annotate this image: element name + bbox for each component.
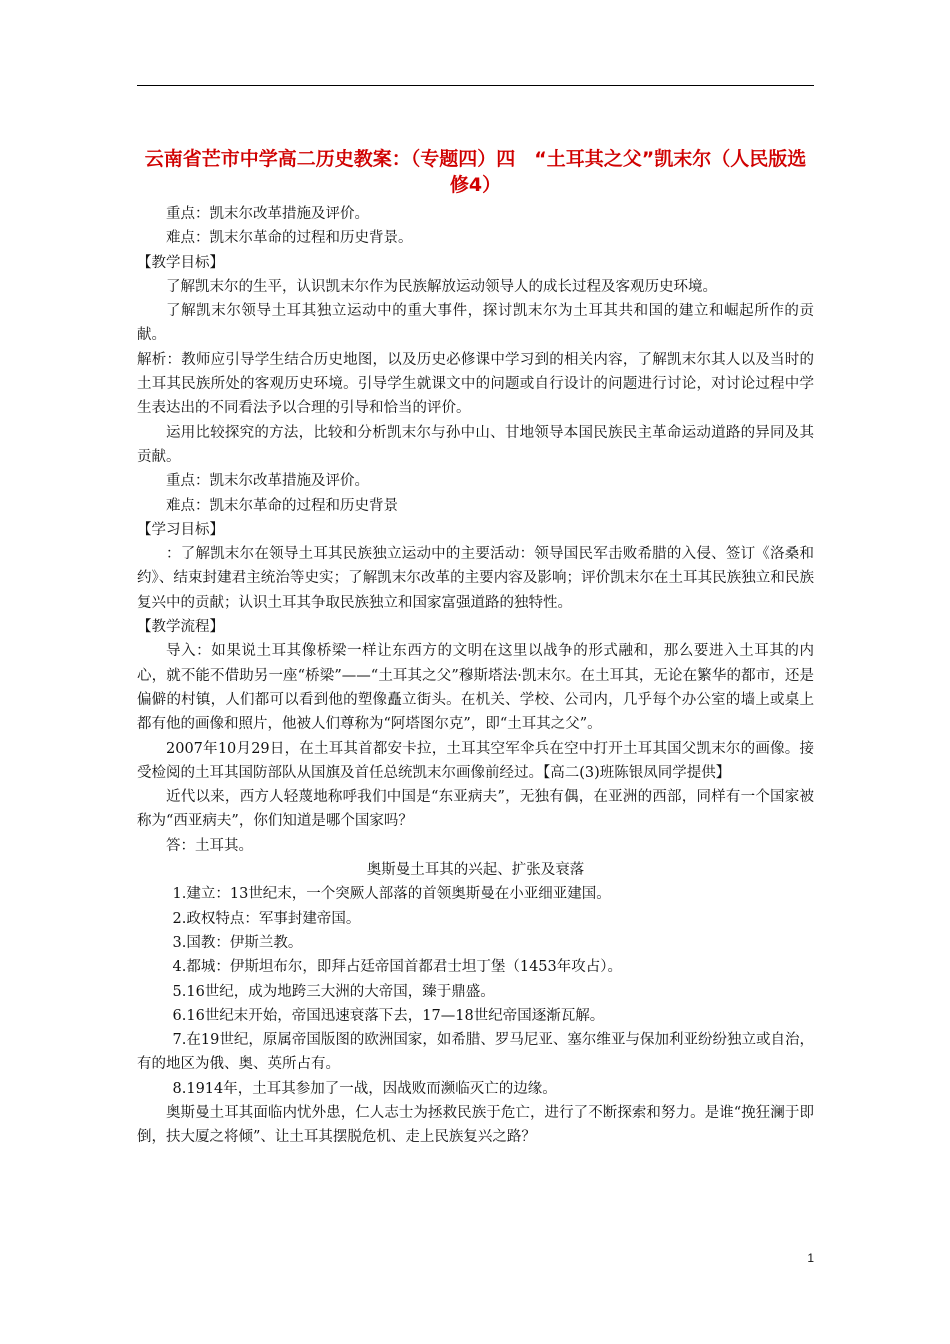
- goal-paragraph: 了解凯末尔领导土耳其独立运动中的重大事件，探讨凯末尔为土耳其共和国的建立和崛起所作的贡献。: [137, 303, 814, 344]
- answer-paragraph: 答：土耳其。: [166, 837, 253, 854]
- goal-paragraph: 了解凯末尔的生平，认识凯末尔作为民族解放运动领导人的成长过程及客观历史环境。: [166, 278, 717, 295]
- section-teaching-flow: 【教学流程】: [137, 619, 224, 636]
- list-item: 7.在19世纪，原属帝国版图的欧洲国家，如希腊、罗马尼亚、塞尔维亚与保加利亚纷纷独立或自治，有的地区为俄、奥、英所占有。: [137, 1032, 815, 1073]
- key-point: 重点：凯末尔改革措施及评价。: [166, 473, 369, 490]
- list-item: 4.都城：伊斯坦布尔，即拜占廷帝国首都君士坦丁堡（1453年攻占）。: [172, 959, 622, 976]
- document-title: 云南省芒市中学高二历史教案：（专题四）四 “土耳其之父”凯末尔（人民版选修4）: [144, 148, 807, 196]
- closing-paragraph: 奥斯曼土耳其面临内忧外患，仁人志士为拯救民族于危亡，进行了不断探索和努力。是谁“挽狂澜于即倒，扶大厦之将倾”、让土耳其摆脱危机、走上民族复兴之路？: [137, 1104, 814, 1146]
- header-rule: [137, 85, 814, 86]
- goal-paragraph: 运用比较探究的方法，比较和分析凯末尔与孙中山、甘地领导本国民族民主革命运动道路的异同及其贡献。: [137, 424, 814, 465]
- list-item: 3.国教：伊斯兰教。: [172, 934, 303, 951]
- list-item: 6.16世纪末开始，帝国迅速衰落下去，17—18世纪帝国逐渐瓦解。: [172, 1007, 605, 1024]
- difficulty: 难点：凯末尔革命的过程和历史背景。: [166, 230, 413, 247]
- list-item: 5.16世纪，成为地跨三大洲的大帝国，臻于鼎盛。: [172, 983, 495, 1000]
- question-paragraph: 近代以来，西方人轻蔑地称呼我们中国是“东亚病夫”，无独有偶，在亚洲的西部，同样有一个国家被称为“西亚病夫”，你们知道是哪个国家吗？: [137, 789, 814, 830]
- subheading: 奥斯曼土耳其的兴起、扩张及衰落: [366, 862, 585, 879]
- key-point: 重点：凯末尔改革措施及评价。: [166, 206, 369, 222]
- document-body: [137, 146, 814, 1150]
- intro-paragraph: 导入：如果说土耳其像桥梁一样让东西方的文明在这里以战争的形式融和，那么要进入土耳其的内心，就不能不借助另一座“桥梁”——“土耳其之父”穆斯塔法·凯末尔。在土耳其，无论在繁华的都市，还是偏僻的村镇，人们都可以看到他的塑像矗立街头。在机关、学校、公司内，几乎每个办公室的墙上或桌上都有他的画像和照片，他被人们尊称为“阿塔图尔克”，即“土耳其之父”。: [137, 643, 814, 733]
- section-learning-goals: 【学习目标】: [137, 521, 224, 538]
- list-item: 1.建立：13世纪末，一个突厥人部落的首领奥斯曼在小亚细亚建国。: [172, 886, 611, 903]
- page-number: 1: [807, 1251, 814, 1265]
- list-item: 2.政权特点：军事封建帝国。: [172, 910, 361, 927]
- analysis-paragraph: 解析：教师应引导学生结合历史地图，以及历史必修课中学习到的相关内容，了解凯末尔其人以及当时的土耳其民族所处的客观历史环境。引导学生就课文中的问题或自行设计的问题进行讨论，对讨论过程中学生表达出的不同看法予以合理的引导和恰当的评价。: [137, 351, 814, 417]
- list-item: 8.1914年，土耳其参加了一战，因战败而濒临灭亡的边缘。: [172, 1080, 557, 1097]
- difficulty: 难点：凯末尔革命的过程和历史背景: [166, 497, 398, 514]
- learning-goal-paragraph: ：了解凯末尔在领导土耳其民族独立运动中的主要活动：领导国民军击败希腊的入侵、签订《洛桑和约》、结束封建君主统治等史实；了解凯末尔改革的主要内容及影响；评价凯末尔在土耳其民族独立和民族复兴中的贡献；认识土耳其争取民族独立和国家富强道路的独特性。: [137, 546, 814, 611]
- section-teaching-goals: 【教学目标】: [137, 254, 224, 271]
- news-paragraph: 2007年10月29日，在土耳其首都安卡拉，土耳其空军伞兵在空中打开土耳其国父凯末尔的画像。接受检阅的土耳其国防部队从国旗及首任总统凯末尔画像前经过。【高二(3)班陈银凤同学提供】: [137, 740, 814, 781]
